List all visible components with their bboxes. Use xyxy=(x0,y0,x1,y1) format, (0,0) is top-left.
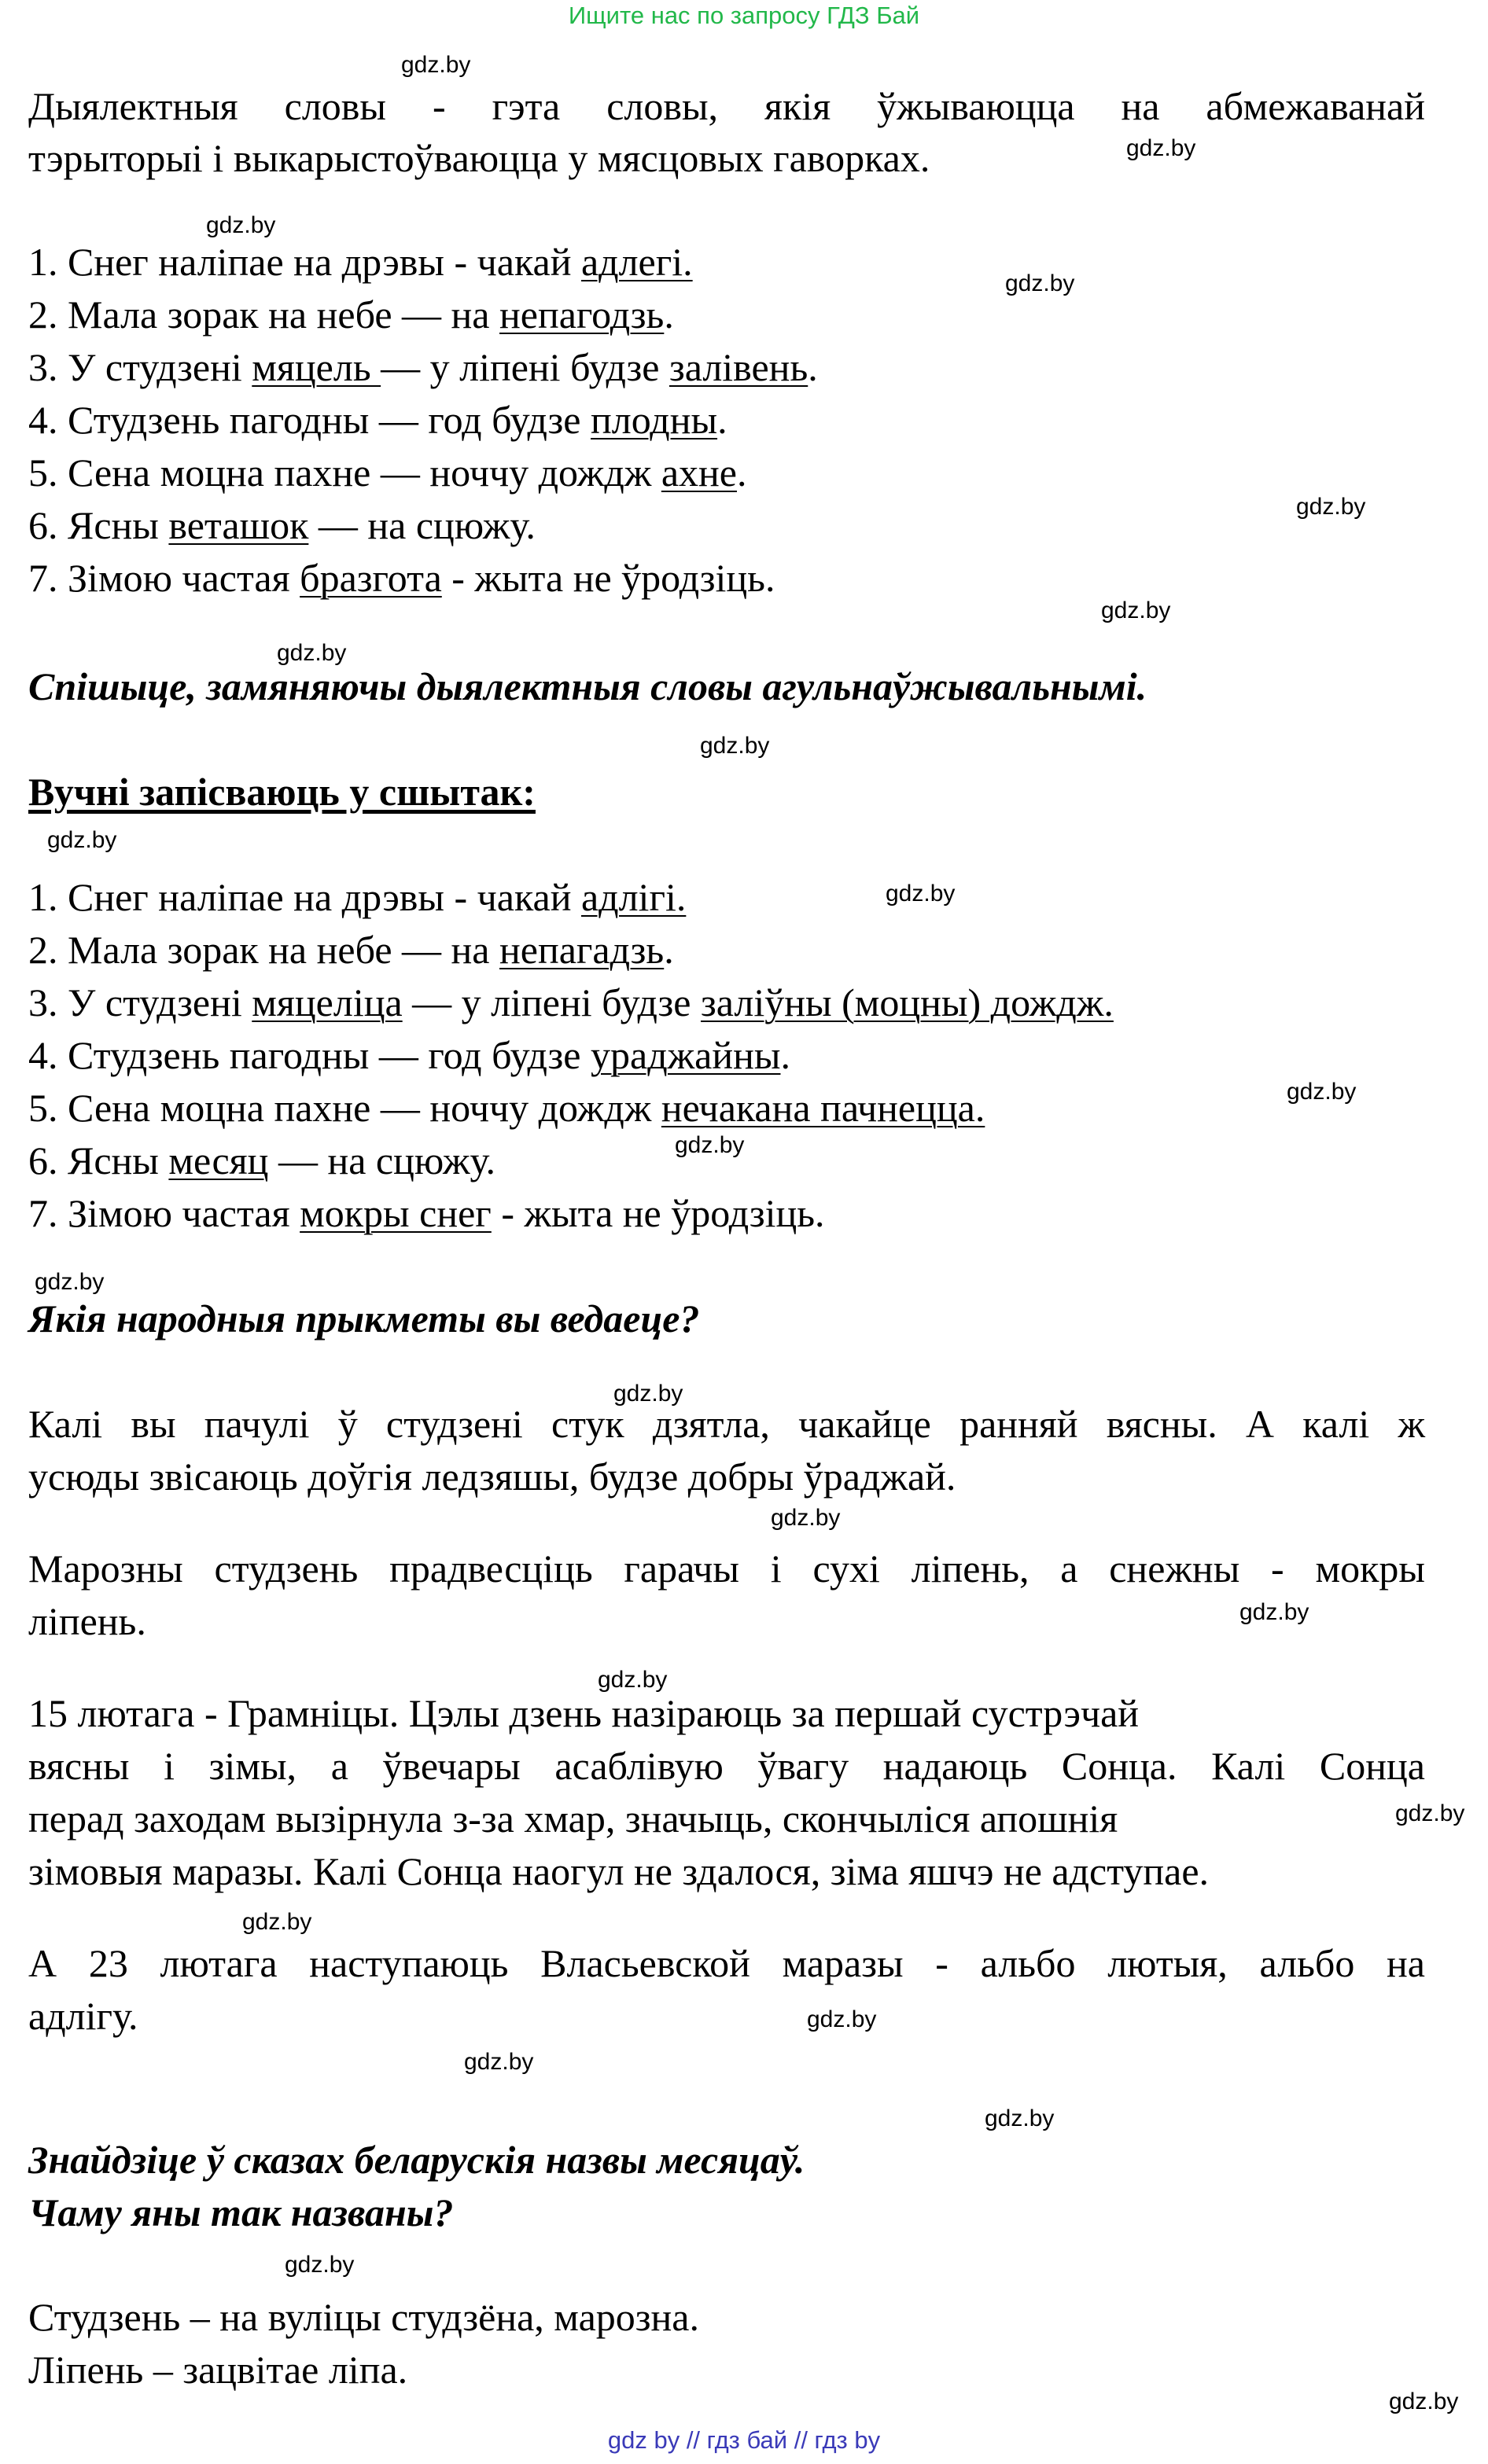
watermark: gdz.by xyxy=(401,52,471,78)
answer-4: 4. Студзень пагодны — год будзе ураджайны. xyxy=(28,1033,790,1077)
common-word: адлігі. xyxy=(580,875,687,919)
sign-3-line-2: вясны і зімы, а ўвечары асаблівую ўвагу надаюць Сонца. Калі Сонца xyxy=(28,1744,1425,1788)
watermark: gdz.by xyxy=(1287,1079,1357,1105)
task-heading-3-line-1: Знайдзіце ў сказах беларускія назвы месяцаў. xyxy=(28,2138,805,2182)
definition-line-2: тэрыторыі і выкарыстоўваюцца у мясцовых гаворках. xyxy=(28,136,930,180)
common-word: заліўны (моцны) дождж. xyxy=(701,980,1114,1024)
proverb-1: 1. Снег наліпае на дрэвы - чакай адлегі. xyxy=(28,240,693,284)
task-heading-1: Спішыце, замяняючы дыялектныя словы агульнаўжывальнымі. xyxy=(28,664,1147,708)
watermark: gdz.by xyxy=(1296,494,1366,520)
common-word: мокры снег xyxy=(300,1191,492,1235)
month-2: Ліпень – зацвітае ліпа. xyxy=(28,2348,408,2392)
common-word: нечакана пачнецца. xyxy=(661,1086,985,1130)
watermark: gdz.by xyxy=(285,2252,355,2278)
sign-3-line-3: перад заходам вызірнула з-за хмар, значыць, скончыліся апошнія xyxy=(28,1797,1118,1841)
dialect-word: адлегі. xyxy=(580,240,693,284)
watermark: gdz.by xyxy=(598,1667,668,1693)
watermark: gdz.by xyxy=(1389,2389,1459,2414)
proverb-5: 5. Сена моцна пахне — ноччу дождж ахне. xyxy=(28,451,747,495)
watermark: gdz.by xyxy=(1101,598,1171,623)
watermark: gdz.by xyxy=(35,1269,105,1295)
common-word: мяцеліца xyxy=(252,980,403,1024)
dialect-word: залівень xyxy=(668,345,808,389)
dialect-word: ахне xyxy=(661,451,737,495)
watermark: gdz.by xyxy=(1239,1599,1309,1625)
sign-4-line-2: адлігу. xyxy=(28,1994,138,2038)
answer-5: 5. Сена моцна пахне — ноччу дождж нечакана пачнецца. xyxy=(28,1086,985,1130)
answer-3: 3. У студзені мяцеліца — у ліпені будзе заліўны (моцны) дождж. xyxy=(28,980,1114,1024)
watermark: gdz.by xyxy=(1126,135,1196,161)
answer-7: 7. Зімою частая мокры снег - жыта не ўродзіць. xyxy=(28,1191,825,1235)
watermark: gdz.by xyxy=(771,1505,841,1531)
answer-1: 1. Снег наліпае на дрэвы - чакай адлігі. xyxy=(28,875,687,919)
watermark: gdz.by xyxy=(464,2049,534,2075)
sign-1-line-2: усюды звісаюць доўгія ледзяшы, будзе добры ўраджай. xyxy=(28,1454,956,1499)
task-heading-2: Якія народныя прыкметы вы ведаеце? xyxy=(28,1296,700,1340)
task-heading-3-line-2: Чаму яны так названы? xyxy=(28,2190,454,2234)
dialect-word: непагодзь xyxy=(499,292,665,337)
proverb-2: 2. Мала зорак на небе — на непагодзь. xyxy=(28,292,674,337)
watermark: gdz.by xyxy=(886,881,956,907)
watermark: gdz.by xyxy=(1005,270,1075,296)
proverb-6: 6. Ясны веташок — на сцюжу. xyxy=(28,503,536,547)
watermark: gdz.by xyxy=(807,2006,877,2032)
answer-6: 6. Ясны месяц — на сцюжу. xyxy=(28,1138,495,1182)
watermark: gdz.by xyxy=(206,212,276,238)
common-word: непагадзь xyxy=(499,928,665,972)
bottom-banner[interactable]: gdz by // гдз бай // гдз by xyxy=(607,2426,881,2454)
watermark: gdz.by xyxy=(675,1132,745,1158)
watermark: gdz.by xyxy=(1395,1800,1465,1826)
dialect-word: мяцель xyxy=(252,345,381,389)
dialect-word: плодны xyxy=(591,398,718,442)
dialect-word: веташок xyxy=(168,503,309,547)
watermark: gdz.by xyxy=(242,1909,312,1935)
sign-2-line-1: Марозны студзень прадвесціць гарачы і сухі ліпень, а снежны - мокры xyxy=(28,1546,1425,1591)
answer-2: 2. Мала зорак на небе — на непагадзь. xyxy=(28,928,674,972)
sign-2-line-2: ліпень. xyxy=(28,1599,146,1643)
definition-line-1: Дыялектныя словы - гэта словы, якія ўжываюцца на абмежаванай xyxy=(28,84,1425,128)
watermark: gdz.by xyxy=(985,2105,1055,2131)
month-1: Студзень – на вуліцы студзёна, марозна. xyxy=(28,2295,700,2339)
watermark: gdz.by xyxy=(700,733,770,759)
common-word: месяц xyxy=(168,1138,269,1182)
sign-3-line-1: 15 лютага - Грамніцы. Цэлы дзень назіраюць за першай сустрэчай xyxy=(28,1691,1140,1735)
sign-4-line-1: А 23 лютага наступаюць Власьевской маразы - альбо лютыя, альбо на xyxy=(28,1941,1425,1985)
watermark: gdz.by xyxy=(613,1381,683,1407)
proverb-3: 3. У студзені мяцель — у ліпені будзе залівень. xyxy=(28,345,818,389)
common-word: ураджайны xyxy=(591,1033,781,1077)
proverb-7: 7. Зімою частая бразгота - жыта не ўродзіць. xyxy=(28,556,775,600)
top-banner[interactable]: Ищите нас по запросу ГДЗ Бай xyxy=(568,2,920,29)
sign-3-line-4: зімовыя маразы. Калі Сонца наогул не здалося, зіма яшчэ не адступае. xyxy=(28,1849,1210,1893)
watermark: gdz.by xyxy=(47,827,117,853)
dialect-word: бразгота xyxy=(300,556,442,600)
proverb-4: 4. Студзень пагодны — год будзе плодны. xyxy=(28,398,727,442)
watermark: gdz.by xyxy=(277,640,347,666)
students-write-heading: Вучні запісваюць у сшытак: xyxy=(28,770,536,814)
sign-1-line-1: Калі вы пачулі ў студзені стук дзятла, чакайце ранняй вясны. А калі ж xyxy=(28,1402,1425,1446)
